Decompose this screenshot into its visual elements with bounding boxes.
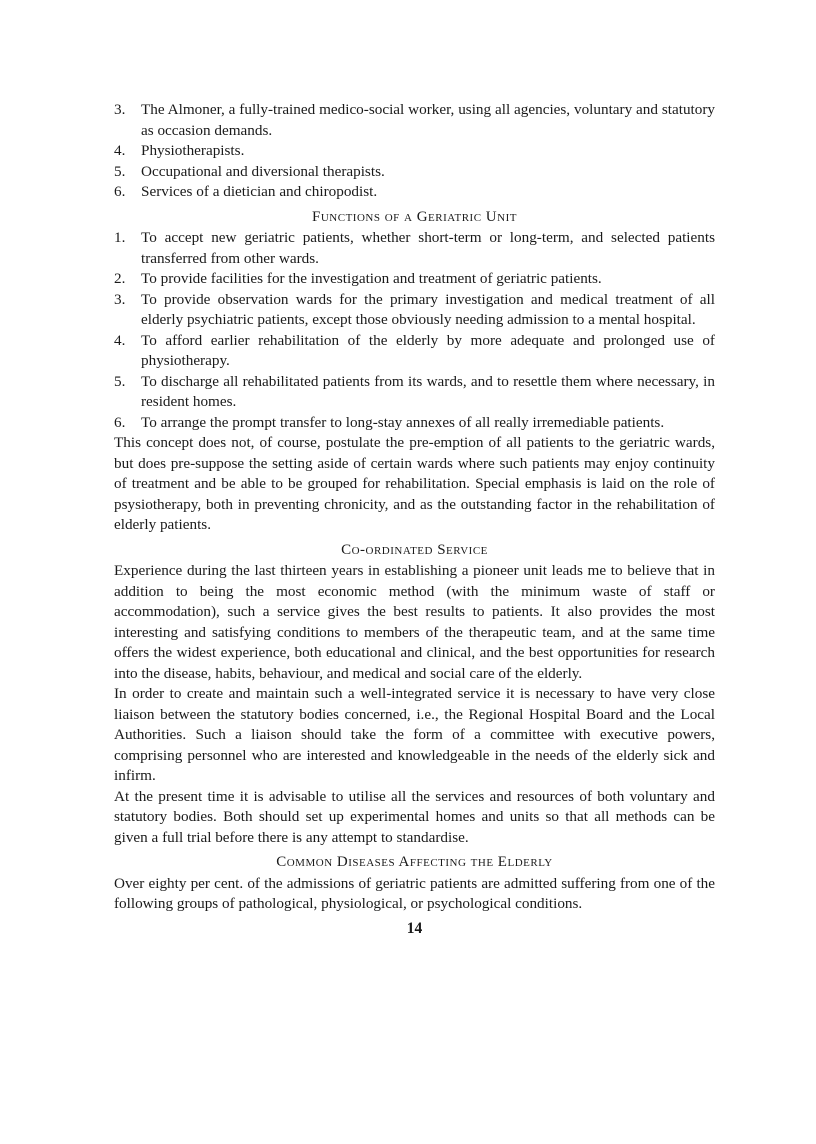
list-item: 3. To provide observation wards for the primary investigation and medical treatment of all elderly psychiatric patients, except those obviously needing admission to a mental hospital. <box>114 290 715 328</box>
list-item: 3. The Almoner, a fully-trained medico-social worker, using all agencies, voluntary and statutory as occasion demands. <box>114 101 715 139</box>
list-item: 1. To accept new geriatric patients, whether short-term or long-term, and selected patients transferred from other wards. <box>114 229 715 267</box>
list-item: 6. To arrange the prompt transfer to long-stay annexes of all really irremediable patients. <box>114 413 665 431</box>
list-item: 4. Physiotherapists. <box>114 142 245 159</box>
paragraph-eighty: Over eighty per cent. of the admissions of geriatric patients are admitted suffering from one of the following groups of pathological, physiological, or psychological conditions. <box>114 874 715 912</box>
paragraph-liaison: In order to create and maintain such a well-integrated service it is necessary to have very close liaison between the statutory bodies concerned, i.e., the Regional Hospital Board and the Local Authorities. Such a liaison should take the form of a committee with executive powers, comprising personnel who are interested and knowledgeable in the needs of the elderly sick and infirm. <box>114 685 715 784</box>
list-item: 5. Occupational and diversional therapists. <box>114 162 385 180</box>
paragraph-present: At the present time it is advisable to utilise all the services and resources of both voluntary and statutory bodies. Both should set up experimental homes and units so that all methods can be given a full trial before there is any attempt to standardise. <box>114 787 715 846</box>
staff-list <box>114 100 715 203</box>
list-item: 5. To discharge all rehabilitated patients from its wards, and to resettle them where necessary, in resident homes. <box>114 372 715 410</box>
section-heading-functions: Functions of a Geriatric Unit <box>312 208 517 225</box>
paragraph-concept: This concept does not, of course, postulate the pre-emption of all patients to the geriatric wards, but does pre-suppose the setting aside of certain wards where such patients may enjoy continuity of treatment and be able to be grouped for rehabilitation. Special emphasis is laid on the role of psysiotherapy, both in preventing chronicity, and as the outstanding factor in the rehabilitation of elderly patients. <box>114 434 715 533</box>
functions-list <box>114 228 715 433</box>
list-item: 2. To provide facilities for the investigation and treatment of geriatric patients. <box>114 270 602 287</box>
section-heading-diseases: Common Diseases Affecting the Elderly <box>276 854 553 870</box>
page-number: 14 <box>406 919 423 937</box>
section-heading-coordinated: Co-ordinated Service <box>341 541 488 558</box>
paragraph-experience: Experience during the last thirteen years in establishing a pioneer unit leads me to believe that in addition to being the most economic method (with the minimum waste of staff or accommodation), such a service gives the best results to patients. It also provides the most interesting and satisfying conditions to members of the therapeutic team, and at the same time offers the widest experience, both educational and clinical, and the best opportunities for research into the disease, habits, behaviour, and medical and social care of the elderly. <box>114 562 715 682</box>
list-item: 6. Services of a dietician and chiropodist. <box>114 183 378 200</box>
list-item: 4. To afford earlier rehabilitation of the elderly by more adequate and prolonged use of physiotherapy. <box>114 331 715 369</box>
